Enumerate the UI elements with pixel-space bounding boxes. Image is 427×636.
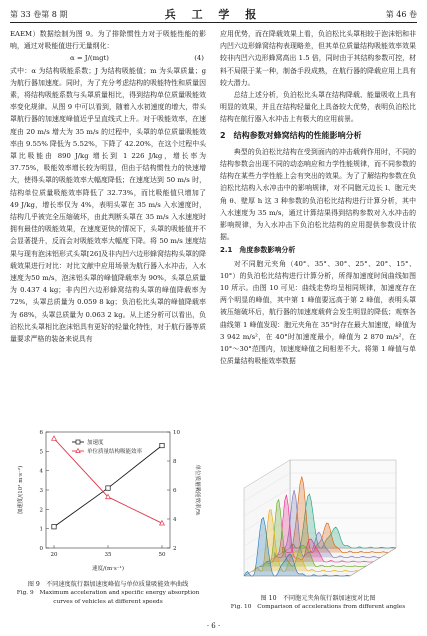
right-tick-label: 8 (173, 459, 177, 465)
figure-10-caption-en: Fig. 10 Comparison of accelerations from different angles (230, 604, 406, 610)
equation-formula: α = J/(mgt) (70, 54, 109, 63)
legend-marker (76, 440, 80, 444)
x-tick-label: 35 (104, 552, 112, 558)
data-point (106, 486, 110, 490)
left-tick-label: 2 (39, 507, 43, 514)
legend-label: 单位质量结构吸能效率 (87, 449, 143, 455)
right-tick-label: 4 (173, 517, 177, 523)
left-tick-label: 3 (39, 488, 43, 494)
figure-9-caption-en: Fig. 9 Maximum acceleration and specific energy absorption curves of vehicles at different speeds (16, 590, 200, 605)
right-axis-label: 单位质量吸能效率/% (194, 464, 200, 516)
figure-9 (10, 426, 206, 616)
equation-number: (4) (194, 54, 204, 63)
left-tick-label: 6 (39, 430, 43, 436)
paragraph: 总结上述分析，负泊松比头罩在结构降载、能量吸收上具有明显的效果，并且在结构轻量化上具备较大优势，表明负泊松比结构在航行器入水冲击上有极大的应用前景。 (220, 91, 416, 124)
figure-10 (220, 452, 416, 616)
figure-9-chart (10, 426, 206, 576)
data-point (160, 443, 164, 447)
paragraph: EAEM）数据绘制为图 9。为了排除惯性力对于吸能性能的影响，通过对吸能值进行无量纲化： (10, 30, 206, 51)
left-tick-label: 1 (39, 526, 43, 533)
right-tick-label: 2 (173, 546, 177, 552)
x-tick-label: 50 (158, 552, 166, 558)
left-tick-label: 0 (39, 546, 43, 552)
issue-label: 第 33 卷第 8 期 (10, 10, 68, 19)
section-heading: 2 结构参数对蜂窝结构的性能影响分析 (220, 130, 362, 140)
right-tick-label: 6 (173, 488, 177, 494)
paragraph: 应用优势，而在降载效果上看，负泊松比头罩相较于泡沫铝和非内凹六边形蜂窝结构表现略差，但其单位质量结构吸能效率效果较非内凹六边形蜂窝高出 1.5 倍，同时由于其结构参数可控，材料不局限于某一种，制备手段成熟，在航行器的降载应用上具有较大潜力。 (220, 30, 416, 87)
x-axis-label: 速度/(m·s⁻¹) (91, 566, 125, 572)
left-tick-label: 4 (39, 468, 43, 475)
left-axis-label: 加速度/(10³ m·s⁻²) (18, 465, 24, 515)
x-tick-label: 20 (50, 552, 58, 558)
paragraph: 式中：α 为结构吸能系数；J 为结构吸能值；m 为头罩质量；g 为航行器加速度。同时，为了充分考虑结构的吸能特性和质量因素，将结构吸能系数与头罩质量相比，得到结构单位质量吸能效率变化规律。从图 9 中可以看到，随着入水初速度的增大，带头罩航行器的加速度峰值近乎呈直线式上升。对于吸能效率，在速度由 20 m/s 增大为 35 m/s 的过程中，头罩的单位质量吸能效率由 9.55% 降低为 5.52%，下降了 42.20%，在这个过程中头罩比吸能由 890 J/kg 增长到 1 226 J/kg，增长率为 37.75%，吸能效率增长较为明显，但由于结构惯性力的快速增大，使得头罩的吸能效率大幅度降低；在速度达到 50 m/s 时，结构单位质量吸能效率降低了 32.73%，而比吸能值只增加了 49 J/kg，增长率仅为 4%，表明头罩在 35 m/s 入水速度时，结构几乎被完全压缩破坏，由此判断头罩在 35 m/s 入水速度时拥有最佳的吸能效果，在速度更快的情况下，头罩的吸能值并不会显著提升，反而会对吸能效率大幅度下降。将 50 m/s 速度结果与现有泡沫铝形式头罩[26]及非内凹六边形蜂窝结构头罩的降载效果进行对比：对比文献中应用场景为航行器入水冲击，入水速度为50 m/s，泡沫铝头罩的峰值降载率为 90%，头罩总质量为 0.437 4 kg；非内凹六边形蜂窝结构头罩的峰值降载率为 72%，头罩总质量为 0.059 8 kg；负泊松比头罩的峰值降载率为 68%，头罩总质量为 0.063 2 kg。从上述分析可以看出，负泊松比头罩相比泡沫铝具有更好的轻量化特性，对于航行器等质量要求严格的装备来说具有 (10, 66, 206, 344)
subsection-heading: 2.1 角度参数影响分析 (220, 246, 296, 255)
equation (10, 52, 206, 64)
figure-10-caption-zh: 图 10 不同胞元夹角航行器加速度对比图 (260, 595, 376, 602)
page-header (10, 6, 417, 23)
left-tick-label: 5 (39, 449, 43, 456)
right-tick-label: 10 (173, 430, 180, 436)
paragraph: 对不同胞元夹角（40°、35°、30°、25°、20°、15°、10°）的负泊松比结构进行计算分析，所得加速度时间曲线如图 10 所示。由图 10 可见：曲线走势均呈相同规律，加速度存在两个明显的峰值，其中第 1 峰值要远高于第 2 峰值，表明头罩被压缩破坏后，航行器的加速度载荷会发生明显的降低；观察各曲线第 1 峰值发现：胞元夹角在 35°时存在最大加速度，峰值为 3 942 m/s²，在 40°时加速度最小，峰值为 2 870 m/s²，在10°～30°范围内，加速度峰值之间相差不大。将第 1 峰值与单位质量结构吸能效率数据 (220, 259, 416, 366)
data-point (52, 525, 56, 529)
data-point (52, 436, 57, 440)
journal-title: 兵 工 学 报 (164, 8, 263, 21)
figure-9-caption-zh: 图 9 不同速度航行器加速度峰值与单位质量吸能效率曲线 (27, 581, 189, 588)
right-column (220, 28, 416, 367)
volume-label: 第 46 卷 (385, 10, 417, 19)
paragraph: 典型的负泊松比结构在受到面内的冲击载荷作用时，不同的结构参数会出现不同的动态响应和力学性能规律，而不同参数的结构在某些力学性能上会有突出的效果。为了了解结构参数在负泊松比结构入水冲击中的影响规律，对不同胞元边长 l、胞元夹角 θ、壁厚 h 这 3 种参数的负泊松比结构进行计算分析，其中入水速度为 35 m/s，通过计算结果得到结构参数对入水冲击的影响规律，为入水冲击下负泊松比结构的应用提供参数设计依据。 (220, 147, 416, 242)
page-number: · 6 · (206, 622, 221, 630)
legend-label: 加速度 (87, 440, 104, 446)
figure-10-chart (220, 452, 416, 590)
left-column (10, 28, 206, 345)
